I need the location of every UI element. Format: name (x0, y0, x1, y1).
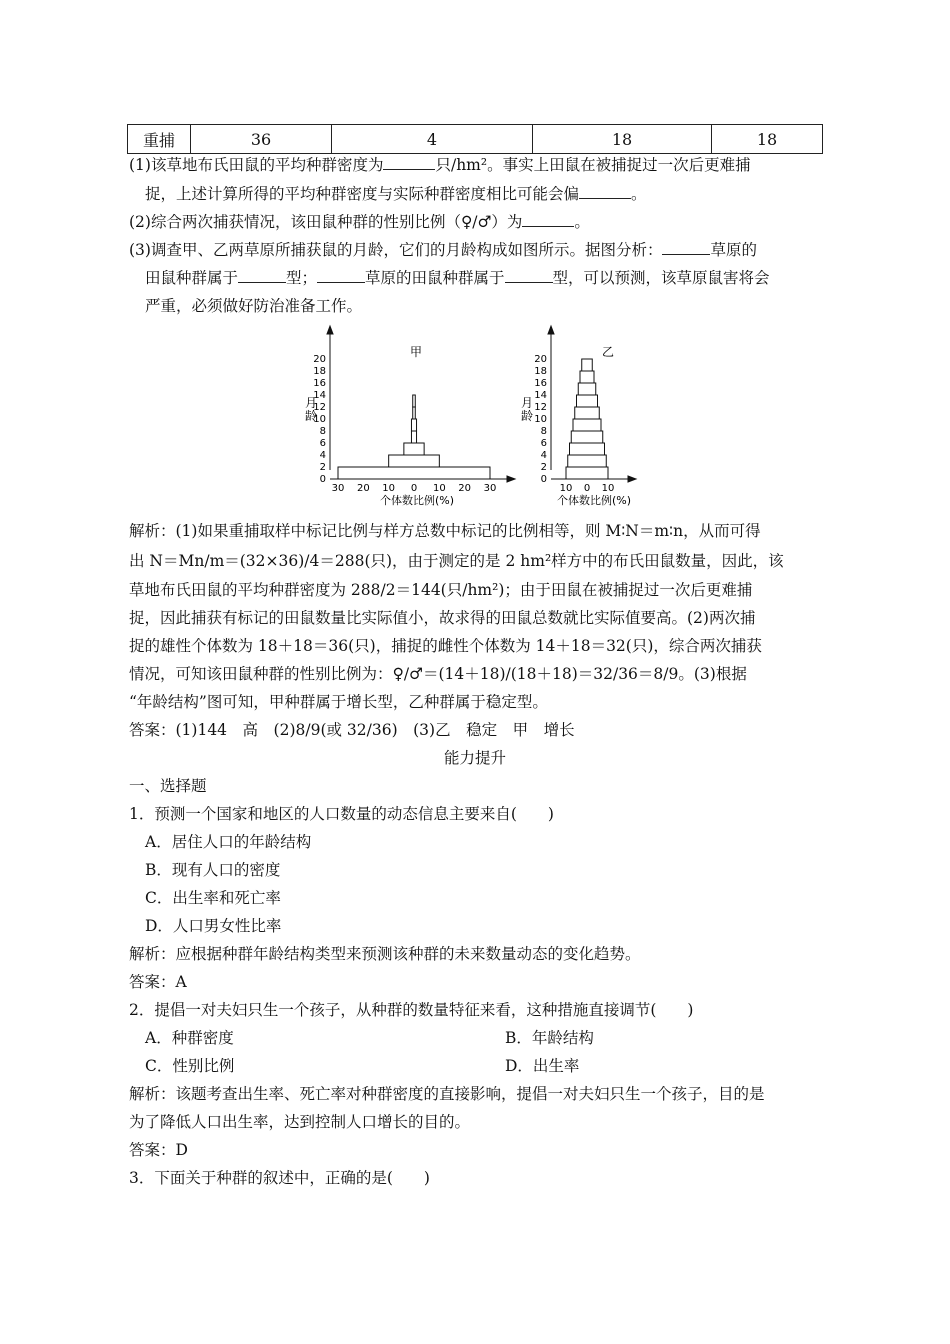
left-age-bar (404, 443, 424, 455)
answer-blank (383, 153, 435, 170)
question-2-analysis-2: 为了降低人口出生率，达到控制人口增长的目的。 (129, 1113, 471, 1131)
analysis-line-2: 出 N＝Mn/m＝(32×36)/4＝288(只)，由于测定的是 2 hm²样方中的布氏田鼠数量，因此，该 (129, 552, 784, 570)
left-x-tick-label: 30 (331, 483, 345, 494)
text: 型； (286, 269, 318, 287)
left-y-tick-label: 16 (313, 378, 326, 389)
text: 。 (631, 185, 647, 203)
option-d: D．出生率 (505, 1057, 580, 1075)
left-x-tick-label: 0 (410, 483, 418, 494)
left-y-label-top: 月 (305, 396, 318, 410)
text: 只/hm²。事实上田鼠在被捕捉过一次后更难捕 (435, 156, 751, 174)
right-y-tick-label: 6 (540, 438, 547, 449)
left-x-tick-label: 20 (458, 483, 472, 494)
age-structure-figure (0, 320, 950, 520)
left-x-tick-label: 10 (382, 483, 396, 494)
answer-blank (522, 210, 574, 227)
right-age-bar (570, 443, 605, 455)
table-row (128, 125, 823, 154)
right-age-bar (573, 419, 601, 431)
text: (2)综合两次捕获情况，该田鼠种群的性别比例（♀/♂）为 (129, 213, 523, 231)
question-1-stem: 1．预测一个国家和地区的人口数量的动态信息主要来自( ) (129, 805, 554, 823)
left-x-tick-label: 20 (356, 483, 370, 494)
text: 草原的 (710, 241, 757, 259)
left-y-tick-label: 14 (313, 390, 326, 401)
analysis-line-4: 捉，因此捕获有标记的田鼠数量比实际值小，故求得的田鼠总数就比实际值要高。(2)两次捕 (129, 609, 756, 627)
right-y-tick-label: 18 (534, 366, 547, 377)
right-x-label: 个体数比例(%) (556, 494, 632, 507)
right-age-bar (577, 395, 598, 407)
left-y-tick-label: 10 (313, 414, 326, 425)
capture-table (127, 124, 823, 154)
question-2-stem: 2．提倡一对夫妇只生一个孩子，从种群的数量特征来看，这种措施直接调节( ) (129, 1001, 694, 1019)
right-age-bar (582, 359, 593, 371)
right-age-bar (568, 455, 607, 467)
right-y-label-top: 月 (521, 396, 534, 410)
right-y-label-bottom: 龄 (521, 409, 534, 423)
right-x-tick-label: 10 (559, 483, 573, 494)
analysis-line-3: 草地布氏田鼠的平均种群密度为 288/2＝144(只/hm²)；由于田鼠在被捕捉过一次后更难捕 (129, 581, 753, 599)
left-x-tick-label: 10 (432, 483, 446, 494)
question-2-answer: 答案：D (129, 1141, 188, 1159)
option-c: C．性别比例 (145, 1057, 235, 1075)
right-y-tick-label: 12 (534, 402, 547, 413)
table-cell: 18 (712, 125, 823, 154)
left-age-bar (413, 407, 416, 419)
right-y-tick-label: 8 (540, 426, 547, 437)
section-title: 能力提升 (443, 749, 506, 767)
left-x-arrow (507, 476, 515, 482)
left-y-tick-label: 8 (319, 426, 326, 437)
right-x-tick-label: 10 (601, 483, 615, 494)
right-age-bar (578, 383, 596, 395)
left-y-tick-label: 0 (319, 474, 326, 485)
right-y-tick-label: 4 (540, 450, 547, 461)
right-chart-title: 乙 (602, 345, 615, 359)
right-y-tick-label: 0 (540, 474, 547, 485)
answer-blank (317, 266, 365, 283)
right-y-tick-label: 16 (534, 378, 547, 389)
left-y-label-bottom: 龄 (305, 409, 318, 423)
right-x-arrow (628, 476, 636, 482)
right-y-tick-label: 2 (540, 462, 547, 473)
analysis-line-6: 情况，可知该田鼠种群的性别比例为：♀/♂＝(14＋18)/(18＋18)＝32/36＝8/9。(3)根据 (129, 665, 747, 683)
right-y-tick-label: 14 (534, 390, 547, 401)
analysis-line-7: “年龄结构”图可知，甲种群属于增长型，乙种群属于稳定型。 (129, 693, 548, 711)
option-a: A．种群密度 (145, 1029, 234, 1047)
answer-blank (662, 238, 710, 255)
left-chart-title: 甲 (410, 345, 423, 359)
answer-blank (505, 266, 553, 283)
text: 捉，上述计算所得的平均种群密度与实际种群密度相比可能会偏 (145, 185, 580, 203)
left-y-tick-label: 20 (313, 354, 326, 365)
question-2-analysis-1: 解析：该题考查出生率、死亡率对种群密度的直接影响，提倡一对夫妇只生一个孩子，目的是 (129, 1085, 765, 1103)
option-c: C．出生率和死亡率 (145, 889, 281, 907)
question-3-line-2 (145, 264, 770, 292)
question-3-line-1 (129, 236, 757, 264)
text: 。 (574, 213, 590, 231)
analysis-line-1: 解析：(1)如果重捕取样中标记比例与样方总数中标记的比例相等，则 M∶N＝m∶n，从而可得 (129, 522, 761, 540)
option-a: A．居住人口的年龄结构 (145, 833, 312, 851)
left-y-tick-label: 18 (313, 366, 326, 377)
left-y-tick-label: 12 (313, 402, 326, 413)
question-1-answer: 答案：A (129, 973, 187, 991)
right-x-tick-label: 0 (583, 483, 591, 494)
left-y-arrow (327, 326, 333, 334)
question-1-line-1 (129, 151, 751, 179)
text: 田鼠种群属于 (145, 269, 239, 287)
left-age-bar (389, 455, 440, 467)
answer-blank (579, 182, 631, 199)
table-cell: 18 (533, 125, 712, 154)
answer-line: 答案：(1)144 高 (2)8/9(或 32/36) (3)乙 稳定 甲 增长 (129, 721, 575, 739)
part-heading: 一、选择题 (129, 777, 207, 795)
question-2 (129, 208, 590, 236)
left-y-tick-label: 6 (319, 438, 326, 449)
option-b: B．现有人口的密度 (145, 861, 281, 879)
left-age-bar (338, 467, 490, 479)
right-age-bar (571, 431, 603, 443)
right-y-tick-label: 20 (534, 354, 547, 365)
question-1-analysis: 解析：应根据种群年龄结构类型来预测该种群的未来数量动态的变化趋势。 (129, 945, 641, 963)
right-y-tick-label: 10 (534, 414, 547, 425)
option-d: D．人口男女性比率 (145, 917, 282, 935)
analysis-line-5: 捉的雄性个体数为 18＋18＝36(只)，捕捉的雌性个体数为 14＋18＝32(只)，综合两次捕获 (129, 637, 762, 655)
right-y-arrow (548, 326, 554, 334)
right-age-bar (566, 467, 608, 479)
text: (1)该草地布氏田鼠的平均种群密度为 (129, 156, 384, 174)
text: 型，可以预测，该草原鼠害将会 (552, 269, 770, 287)
table-cell: 重捕 (128, 125, 191, 154)
left-age-bar (411, 431, 416, 443)
answer-blank (238, 266, 286, 283)
text: 草原的田鼠种群属于 (365, 269, 505, 287)
table-cell: 36 (191, 125, 332, 154)
left-age-bar (411, 419, 416, 431)
left-x-label: 个体数比例(%) (379, 494, 455, 507)
question-3-line-3: 严重，必须做好防治准备工作。 (145, 297, 363, 315)
left-age-bar (413, 395, 416, 407)
left-y-tick-label: 2 (319, 462, 326, 473)
question-3-stem: 3．下面关于种群的叙述中，正确的是( ) (129, 1169, 430, 1187)
text: (3)调查甲、乙两草原所捕获鼠的月龄，它们的月龄构成如图所示。据图分析： (129, 241, 663, 259)
right-age-bar (575, 407, 600, 419)
question-1-line-2 (145, 180, 647, 208)
left-y-tick-label: 4 (319, 450, 326, 461)
table-cell: 4 (332, 125, 533, 154)
left-x-tick-label: 30 (483, 483, 497, 494)
right-age-bar (580, 371, 594, 383)
option-b: B．年龄结构 (505, 1029, 594, 1047)
